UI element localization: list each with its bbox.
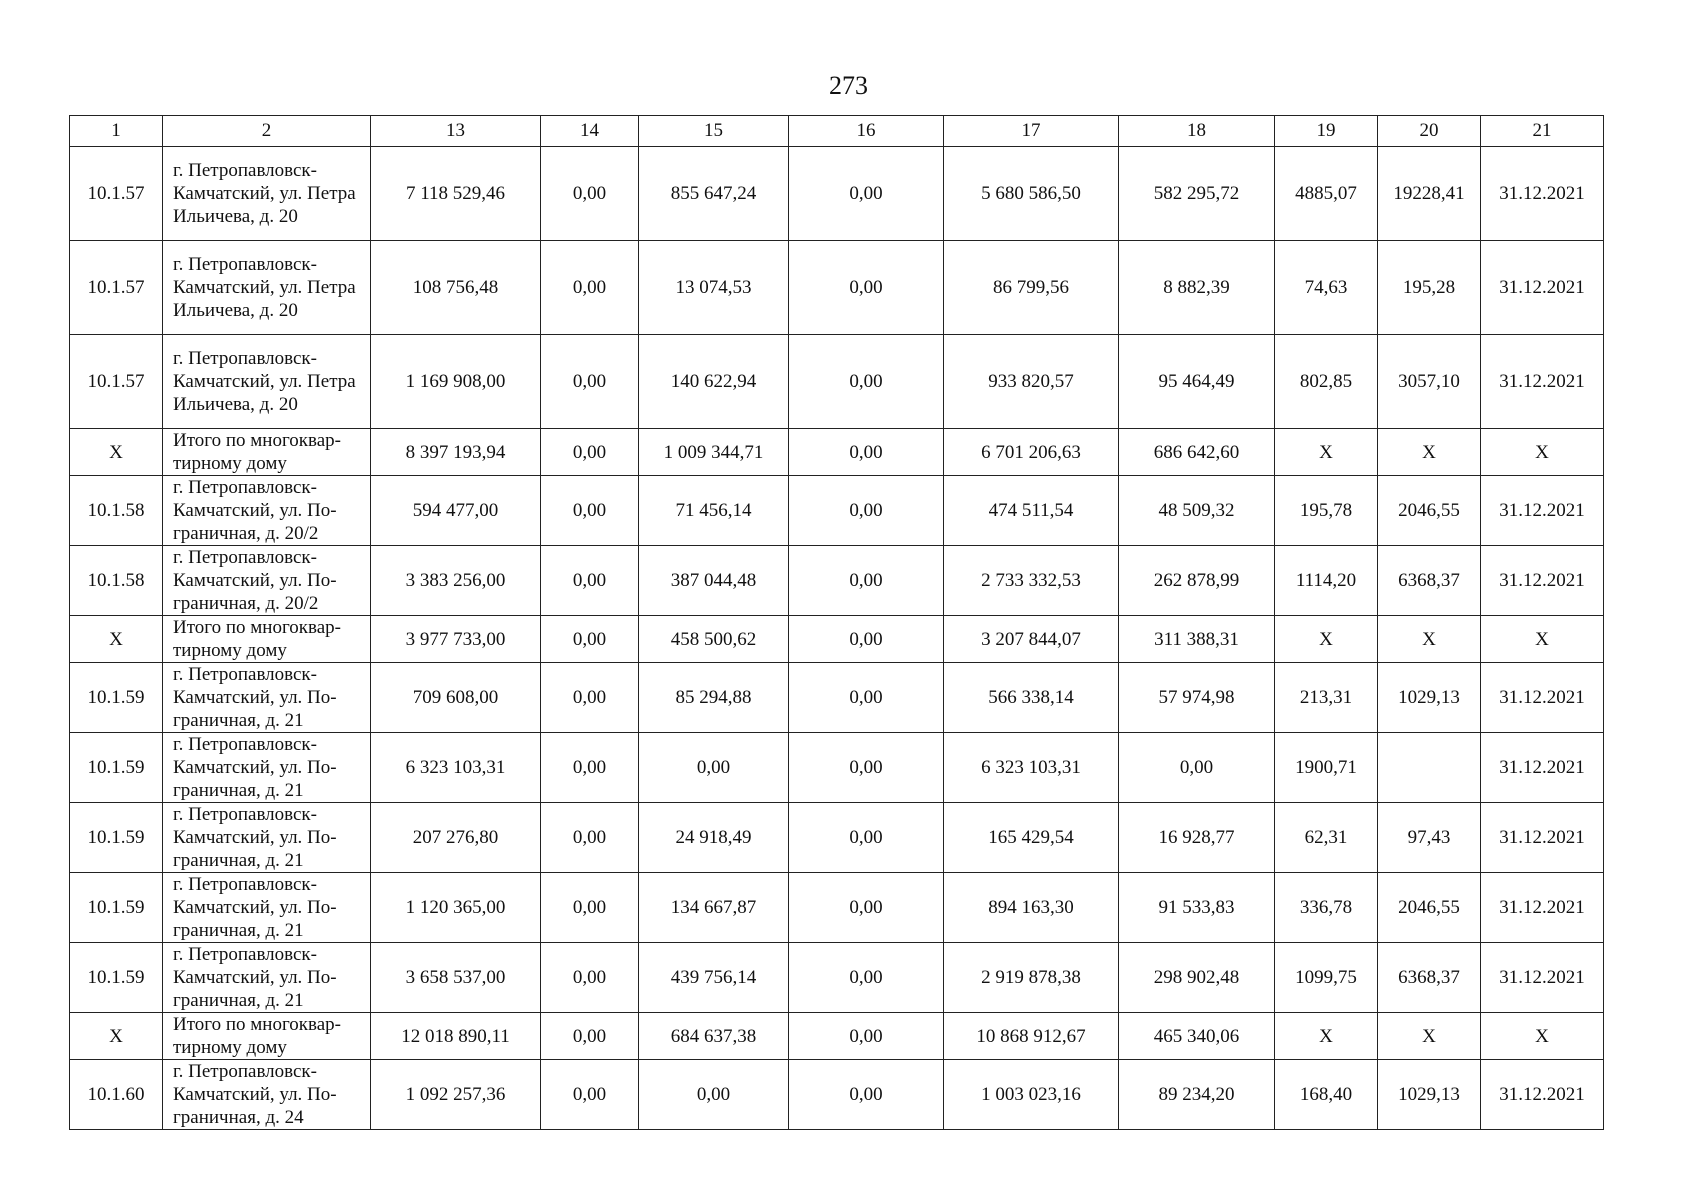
row-address: г. Петропавловск-Камчатский, ул. По-граничная, д. 21 [163, 873, 371, 943]
column-header: 14 [541, 116, 639, 147]
cell-col-20 [1378, 733, 1481, 803]
cell-col-13: 207 276,80 [371, 803, 541, 873]
data-table [69, 115, 1604, 1130]
cell-col-15: 0,00 [639, 733, 789, 803]
cell-col-20: 1029,13 [1378, 663, 1481, 733]
column-header: 1 [70, 116, 163, 147]
cell-col-16: 0,00 [789, 663, 944, 733]
cell-col-20: 2046,55 [1378, 476, 1481, 546]
cell-col-16: 0,00 [789, 1060, 944, 1130]
cell-col-13: 8 397 193,94 [371, 429, 541, 476]
cell-col-17: 1 003 023,16 [944, 1060, 1119, 1130]
row-address: г. Петропавловск-Камчатский, ул. По-граничная, д. 21 [163, 943, 371, 1013]
cell-col-15: 684 637,38 [639, 1013, 789, 1060]
cell-col-19: 1099,75 [1275, 943, 1378, 1013]
cell-col-18: 89 234,20 [1119, 1060, 1275, 1130]
cell-col-17: 2 919 878,38 [944, 943, 1119, 1013]
row-code: X [70, 616, 163, 663]
cell-col-19: 1900,71 [1275, 733, 1378, 803]
cell-col-19: 62,31 [1275, 803, 1378, 873]
cell-col-15: 1 009 344,71 [639, 429, 789, 476]
cell-col-13: 594 477,00 [371, 476, 541, 546]
row-address: г. Петропавловск-Камчатский, ул. По-граничная, д. 21 [163, 663, 371, 733]
cell-col-17: 6 323 103,31 [944, 733, 1119, 803]
table-row-total [70, 429, 1604, 476]
row-code: 10.1.58 [70, 546, 163, 616]
cell-col-17: 6 701 206,63 [944, 429, 1119, 476]
cell-col-21: 31.12.2021 [1481, 476, 1604, 546]
cell-col-15: 13 074,53 [639, 241, 789, 335]
cell-col-19: X [1275, 616, 1378, 663]
cell-col-21: X [1481, 616, 1604, 663]
cell-col-20: 19228,41 [1378, 147, 1481, 241]
cell-col-20: 97,43 [1378, 803, 1481, 873]
cell-col-19: 195,78 [1275, 476, 1378, 546]
column-header: 19 [1275, 116, 1378, 147]
row-code: X [70, 429, 163, 476]
cell-col-18: 686 642,60 [1119, 429, 1275, 476]
cell-col-21: 31.12.2021 [1481, 873, 1604, 943]
cell-col-15: 387 044,48 [639, 546, 789, 616]
cell-col-21: 31.12.2021 [1481, 241, 1604, 335]
cell-col-21: 31.12.2021 [1481, 335, 1604, 429]
cell-col-13: 3 383 256,00 [371, 546, 541, 616]
column-header: 21 [1481, 116, 1604, 147]
cell-col-14: 0,00 [541, 733, 639, 803]
cell-col-16: 0,00 [789, 241, 944, 335]
row-code: 10.1.57 [70, 335, 163, 429]
cell-col-16: 0,00 [789, 147, 944, 241]
cell-col-20: 6368,37 [1378, 546, 1481, 616]
table-row [70, 147, 1604, 241]
cell-col-14: 0,00 [541, 1060, 639, 1130]
cell-col-18: 582 295,72 [1119, 147, 1275, 241]
cell-col-15: 855 647,24 [639, 147, 789, 241]
cell-col-21: X [1481, 1013, 1604, 1060]
cell-col-17: 10 868 912,67 [944, 1013, 1119, 1060]
table-header-row [70, 116, 1604, 147]
row-code: 10.1.59 [70, 663, 163, 733]
cell-col-20: 1029,13 [1378, 1060, 1481, 1130]
cell-col-18: 95 464,49 [1119, 335, 1275, 429]
cell-col-18: 16 928,77 [1119, 803, 1275, 873]
cell-col-19: 802,85 [1275, 335, 1378, 429]
cell-col-18: 48 509,32 [1119, 476, 1275, 546]
cell-col-13: 1 169 908,00 [371, 335, 541, 429]
cell-col-15: 134 667,87 [639, 873, 789, 943]
row-address: Итого по многоквар-тирному дому [163, 1013, 371, 1060]
column-header: 2 [163, 116, 371, 147]
cell-col-17: 474 511,54 [944, 476, 1119, 546]
cell-col-13: 1 092 257,36 [371, 1060, 541, 1130]
column-header: 17 [944, 116, 1119, 147]
cell-col-19: 168,40 [1275, 1060, 1378, 1130]
cell-col-19: 213,31 [1275, 663, 1378, 733]
cell-col-14: 0,00 [541, 335, 639, 429]
cell-col-19: 1114,20 [1275, 546, 1378, 616]
table-row-total [70, 1013, 1604, 1060]
cell-col-18: 465 340,06 [1119, 1013, 1275, 1060]
table-row [70, 546, 1604, 616]
cell-col-16: 0,00 [789, 429, 944, 476]
cell-col-13: 12 018 890,11 [371, 1013, 541, 1060]
row-address: г. Петропавловск-Камчатский, ул. Петра Ильичева, д. 20 [163, 335, 371, 429]
row-address: Итого по многоквар-тирному дому [163, 616, 371, 663]
cell-col-17: 86 799,56 [944, 241, 1119, 335]
table-row [70, 1060, 1604, 1130]
cell-col-14: 0,00 [541, 943, 639, 1013]
cell-col-20: 2046,55 [1378, 873, 1481, 943]
cell-col-21: 31.12.2021 [1481, 1060, 1604, 1130]
cell-col-17: 3 207 844,07 [944, 616, 1119, 663]
cell-col-20: X [1378, 429, 1481, 476]
table-row [70, 241, 1604, 335]
row-code: 10.1.59 [70, 943, 163, 1013]
cell-col-14: 0,00 [541, 663, 639, 733]
row-code: X [70, 1013, 163, 1060]
cell-col-15: 439 756,14 [639, 943, 789, 1013]
cell-col-17: 165 429,54 [944, 803, 1119, 873]
cell-col-18: 91 533,83 [1119, 873, 1275, 943]
cell-col-21: 31.12.2021 [1481, 803, 1604, 873]
cell-col-20: 3057,10 [1378, 335, 1481, 429]
cell-col-13: 3 658 537,00 [371, 943, 541, 1013]
row-code: 10.1.58 [70, 476, 163, 546]
cell-col-16: 0,00 [789, 476, 944, 546]
column-header: 13 [371, 116, 541, 147]
cell-col-14: 0,00 [541, 147, 639, 241]
cell-col-18: 0,00 [1119, 733, 1275, 803]
cell-col-16: 0,00 [789, 733, 944, 803]
cell-col-18: 311 388,31 [1119, 616, 1275, 663]
cell-col-14: 0,00 [541, 1013, 639, 1060]
table-row [70, 733, 1604, 803]
column-header: 15 [639, 116, 789, 147]
cell-col-17: 894 163,30 [944, 873, 1119, 943]
row-address: г. Петропавловск-Камчатский, ул. По-граничная, д. 20/2 [163, 546, 371, 616]
row-code: 10.1.57 [70, 147, 163, 241]
cell-col-21: 31.12.2021 [1481, 147, 1604, 241]
row-code: 10.1.59 [70, 733, 163, 803]
cell-col-16: 0,00 [789, 803, 944, 873]
column-header: 20 [1378, 116, 1481, 147]
cell-col-19: X [1275, 1013, 1378, 1060]
cell-col-19: 74,63 [1275, 241, 1378, 335]
cell-col-15: 0,00 [639, 1060, 789, 1130]
cell-col-16: 0,00 [789, 1013, 944, 1060]
column-header: 16 [789, 116, 944, 147]
cell-col-19: X [1275, 429, 1378, 476]
cell-col-21: 31.12.2021 [1481, 546, 1604, 616]
cell-col-16: 0,00 [789, 616, 944, 663]
cell-col-15: 458 500,62 [639, 616, 789, 663]
cell-col-13: 108 756,48 [371, 241, 541, 335]
cell-col-21: 31.12.2021 [1481, 733, 1604, 803]
table-row [70, 663, 1604, 733]
row-code: 10.1.60 [70, 1060, 163, 1130]
cell-col-14: 0,00 [541, 803, 639, 873]
cell-col-14: 0,00 [541, 546, 639, 616]
cell-col-16: 0,00 [789, 546, 944, 616]
cell-col-20: X [1378, 1013, 1481, 1060]
row-code: 10.1.57 [70, 241, 163, 335]
cell-col-17: 5 680 586,50 [944, 147, 1119, 241]
cell-col-18: 57 974,98 [1119, 663, 1275, 733]
cell-col-15: 140 622,94 [639, 335, 789, 429]
row-address: г. Петропавловск-Камчатский, ул. По-граничная, д. 24 [163, 1060, 371, 1130]
cell-col-14: 0,00 [541, 873, 639, 943]
table-row-total [70, 616, 1604, 663]
cell-col-20: X [1378, 616, 1481, 663]
cell-col-14: 0,00 [541, 241, 639, 335]
table-row [70, 943, 1604, 1013]
cell-col-21: X [1481, 429, 1604, 476]
cell-col-14: 0,00 [541, 429, 639, 476]
page-number: 273 [829, 71, 868, 100]
cell-col-20: 195,28 [1378, 241, 1481, 335]
cell-col-21: 31.12.2021 [1481, 663, 1604, 733]
row-address: г. Петропавловск-Камчатский, ул. Петра Ильичева, д. 20 [163, 241, 371, 335]
cell-col-18: 262 878,99 [1119, 546, 1275, 616]
column-header: 18 [1119, 116, 1275, 147]
cell-col-17: 933 820,57 [944, 335, 1119, 429]
row-address: г. Петропавловск-Камчатский, ул. По-граничная, д. 20/2 [163, 476, 371, 546]
cell-col-19: 336,78 [1275, 873, 1378, 943]
table-row [70, 803, 1604, 873]
cell-col-13: 709 608,00 [371, 663, 541, 733]
cell-col-15: 71 456,14 [639, 476, 789, 546]
cell-col-18: 8 882,39 [1119, 241, 1275, 335]
cell-col-18: 298 902,48 [1119, 943, 1275, 1013]
cell-col-16: 0,00 [789, 943, 944, 1013]
row-address: г. Петропавловск-Камчатский, ул. По-граничная, д. 21 [163, 803, 371, 873]
row-address: г. Петропавловск-Камчатский, ул. По-граничная, д. 21 [163, 733, 371, 803]
cell-col-13: 3 977 733,00 [371, 616, 541, 663]
row-address: Итого по многоквар-тирному дому [163, 429, 371, 476]
cell-col-14: 0,00 [541, 616, 639, 663]
cell-col-17: 2 733 332,53 [944, 546, 1119, 616]
cell-col-15: 24 918,49 [639, 803, 789, 873]
cell-col-16: 0,00 [789, 335, 944, 429]
cell-col-16: 0,00 [789, 873, 944, 943]
row-code: 10.1.59 [70, 873, 163, 943]
cell-col-15: 85 294,88 [639, 663, 789, 733]
cell-col-13: 1 120 365,00 [371, 873, 541, 943]
cell-col-17: 566 338,14 [944, 663, 1119, 733]
cell-col-13: 6 323 103,31 [371, 733, 541, 803]
cell-col-20: 6368,37 [1378, 943, 1481, 1013]
cell-col-14: 0,00 [541, 476, 639, 546]
row-address: г. Петропавловск-Камчатский, ул. Петра Ильичева, д. 20 [163, 147, 371, 241]
table-row [70, 335, 1604, 429]
table-row [70, 873, 1604, 943]
cell-col-21: 31.12.2021 [1481, 943, 1604, 1013]
cell-col-13: 7 118 529,46 [371, 147, 541, 241]
cell-col-19: 4885,07 [1275, 147, 1378, 241]
row-code: 10.1.59 [70, 803, 163, 873]
table-row [70, 476, 1604, 546]
